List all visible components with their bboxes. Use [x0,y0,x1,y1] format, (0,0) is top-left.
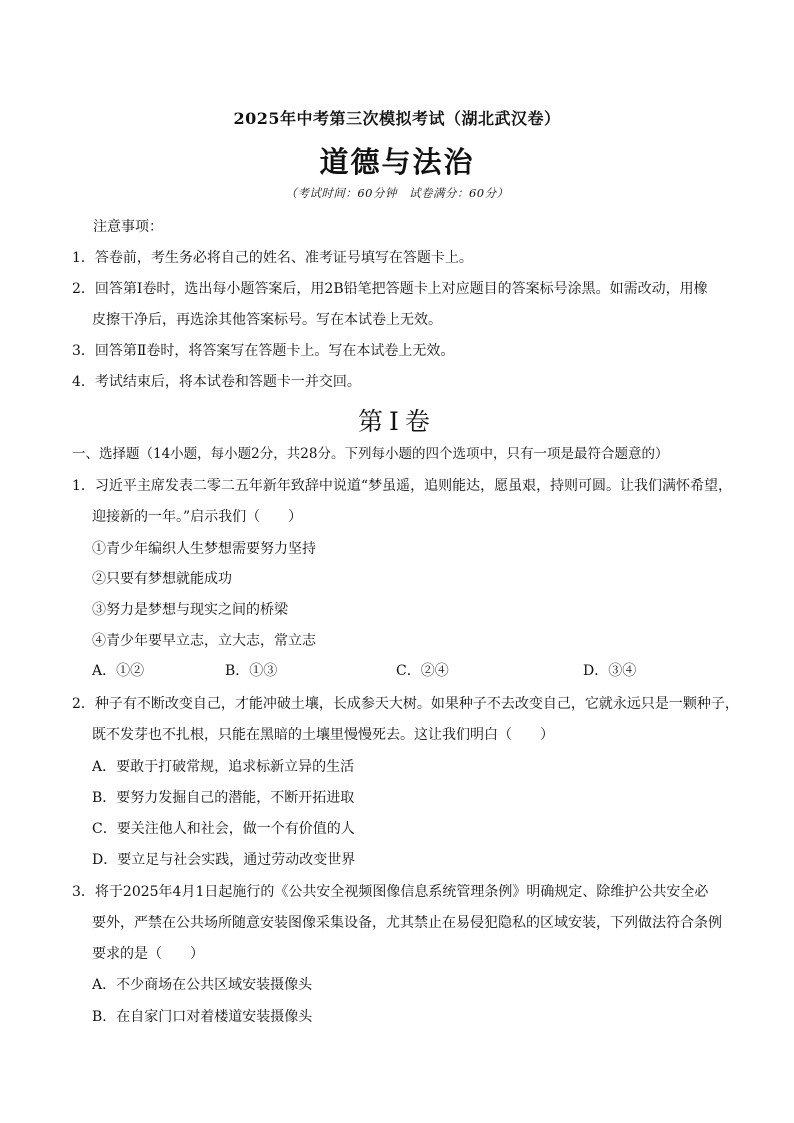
question-3-stem-cont-2: 要求的是（ ） [92,946,204,962]
exam-title: 2025年中考第三次模拟考试（湖北武汉卷） [233,109,561,128]
question-1-statement-4: ④青少年要早立志，立大志，常立志 [92,633,316,649]
question-3-stem-cont: 要外，严禁在公共场所随意安装图像采集设备，尤其禁止在易侵犯隐私的区域安装，下列做法符合条例 [92,915,722,931]
question-1-option-b: B．①③ [225,663,278,679]
question-1-stem: 1．习近平主席发表二零二五年新年致辞中说道“梦虽遥，追则能达，愿虽艰，持则可圆。让我们满怀希望， [72,478,733,494]
question-1-statement-3: ③努力是梦想与现实之间的桥梁 [92,602,288,618]
question-2-stem-cont: 既不发芽也不扎根，只能在黑暗的土壤里慢慢死去。这让我们明白（ ） [92,727,554,743]
exam-info: （考试时间：60分钟 试卷满分：60分） [285,186,509,200]
question-2-option-a: A．要敢于打破常规，追求标新立异的生活 [92,759,355,775]
question-2-option-c: C．要关注他人和社会，做一个有价值的人 [92,821,355,837]
question-1-statement-1: ①青少年编织人生梦想需要努力坚持 [92,541,316,557]
subject-title: 道德与法治 [319,145,475,179]
notice-item-2: 2．回答第Ⅰ卷时，选出每小题答案后，用2B铅笔把答题卡上对应题目的答案标号涂黑。如需改动，用橡 [72,281,708,297]
volume-title: 第Ⅰ卷 [358,407,436,436]
question-1-option-c: C．②④ [396,663,449,679]
notice-item-1: 1．答卷前，考生务必将自己的姓名、准考证号填写在答题卡上。 [72,250,473,266]
notice-item-3: 3．回答第Ⅱ卷时，将答案写在答题卡上。写在本试卷上无效。 [72,343,455,359]
question-1-option-d: D．③④ [583,663,637,679]
question-2-stem: 2．种子有不断改变自己，才能冲破土壤，长成参天大树。如果种子不去改变自己，它就永远只是一颗种子， [72,696,739,712]
question-3-option-b: B．在自家门口对着楼道安装摄像头 [92,1009,313,1025]
notice-item-2-cont: 皮擦干净后，再选涂其他答案标号。写在本试卷上无效。 [92,312,442,328]
question-1-stem-cont: 迎接新的一年。”启示我们（ ） [92,509,303,525]
notice-item-4: 4．考试结束后，将本试卷和答题卡一并交回。 [72,374,361,390]
question-3-stem: 3．将于2025年4月1日起施行的《公共安全视频图像信息系统管理条例》明确规定、除维护公共安全必 [72,884,709,900]
notice-heading: 注意事项： [93,219,163,235]
question-2-option-b: B．要努力发掘自己的潜能，不断开拓进取 [92,790,355,806]
question-1-statement-2: ②只要有梦想就能成功 [92,571,232,587]
question-3-option-a: A．不少商场在公共区域安装摄像头 [92,977,313,993]
section-heading: 一、选择题（14小题，每小题2分，共28分。下列每小题的四个选项中，只有一项是最符合题意的） [72,446,669,462]
question-2-option-d: D．要立足与社会实践，通过劳动改变世界 [92,852,356,868]
question-1-option-a: A．①② [92,663,145,679]
